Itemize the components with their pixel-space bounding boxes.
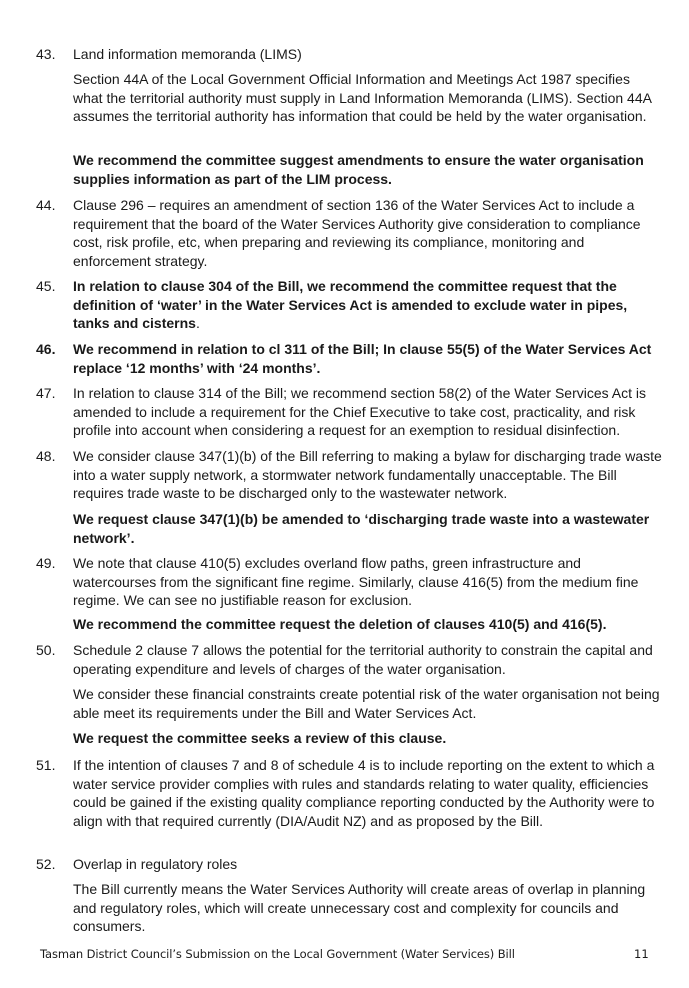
- item-heading: Land information memoranda (LIMS): [73, 46, 302, 62]
- item-heading: Overlap in regulatory roles: [73, 856, 238, 872]
- item-number: 49.: [36, 555, 56, 571]
- item-number: 52.: [36, 856, 56, 872]
- item-paragraph: Schedule 2 clause 7 allows the potential for the territorial authority to constrain the capital and operating expenditure and levels of charges of the water organisation.: [73, 642, 653, 677]
- item-paragraph: If the intention of clauses 7 and 8 of schedule 4 is to include reporting on the extent to which a water service provider complies with rules and standards relating to water quality, efficiencies could be gained if the existing quality compliance reporting conducted by the Authority were to align with that required currently (DIA/Audit NZ) and as proposed by the Bill.: [73, 757, 655, 829]
- item-recommendation: We recommend the committee request the deletion of clauses 410(5) and 416(5).: [73, 616, 607, 632]
- item-paragraph: Section 44A of the Local Government Official Information and Meetings Act 1987 specifies what the territorial authority must supply in Land Information Memoranda (LIMS). Section 44A assumes the territorial authority has information that could be held by the water organisation.: [73, 71, 652, 125]
- item-paragraph: In relation to clause 314 of the Bill; we recommend section 58(2) of the Water Services Act is amended to include a requirement for the Chief Executive to take cost, practicality, and risk profile into account when considering a request for an exemption to residual disinfection.: [73, 385, 646, 439]
- item-number: 50.: [36, 642, 56, 658]
- item-paragraph: We consider these financial constraints create potential risk of the water organisation not being able meet its requirements under the Bill and Water Services Act.: [73, 686, 660, 721]
- item-number: 46.: [36, 341, 56, 357]
- item-number: 45.: [36, 278, 56, 294]
- item-recommendation: We recommend the committee suggest amendments to ensure the water organisation supplies information as part of the LIM process.: [73, 152, 644, 187]
- item-paragraph: Clause 296 – requires an amendment of section 136 of the Water Services Act to include a requirement that the board of the Water Services Authority give consideration to compliance cost, risk profile, etc, when preparing and reviewing its compliance, monitoring and enforcement strategy.: [73, 197, 641, 269]
- item-number: 48.: [36, 448, 56, 464]
- item-number: 51.: [36, 757, 56, 773]
- item-recommendation: We request the committee seeks a review of this clause.: [73, 730, 447, 746]
- item-recommendation: We recommend in relation to cl 311 of the Bill; In clause 55(5) of the Water Services Act replace ‘12 months’ with ‘24 months’.: [73, 341, 652, 376]
- item-paragraph: We consider clause 347(1)(b) of the Bill referring to making a bylaw for discharging trade waste into a water supply network, a stormwater network fundamentally unacceptable. The Bill requires trade waste to be discharged only to the wastewater network.: [73, 448, 662, 502]
- item-number: 44.: [36, 197, 56, 213]
- item-number: 43.: [36, 46, 56, 62]
- item-recommendation: We request clause 347(1)(b) be amended to ‘discharging trade waste into a wastewater network’.: [73, 511, 650, 546]
- item-number: 47.: [36, 385, 56, 401]
- page-number: 11: [634, 947, 649, 961]
- page-footer: Tasman District Council’s Submission on the Local Government (Water Services) Bill: [40, 947, 515, 961]
- item-recommendation: In relation to clause 304 of the Bill, we recommend the committee request that the definition of ‘water’ in the Water Services Act is amended to exclude water in pipes, tanks and cisterns.: [73, 278, 628, 332]
- item-paragraph: The Bill currently means the Water Services Authority will create areas of overlap in planning and regulatory roles, which will create unnecessary cost and complexity for councils and consumers.: [73, 881, 646, 935]
- item-paragraph: We note that clause 410(5) excludes overland flow paths, green infrastructure and watercourses from the significant fine regime. Similarly, clause 416(5) from the medium fine regime. We can see no justifiable reason for exclusion.: [73, 555, 639, 609]
